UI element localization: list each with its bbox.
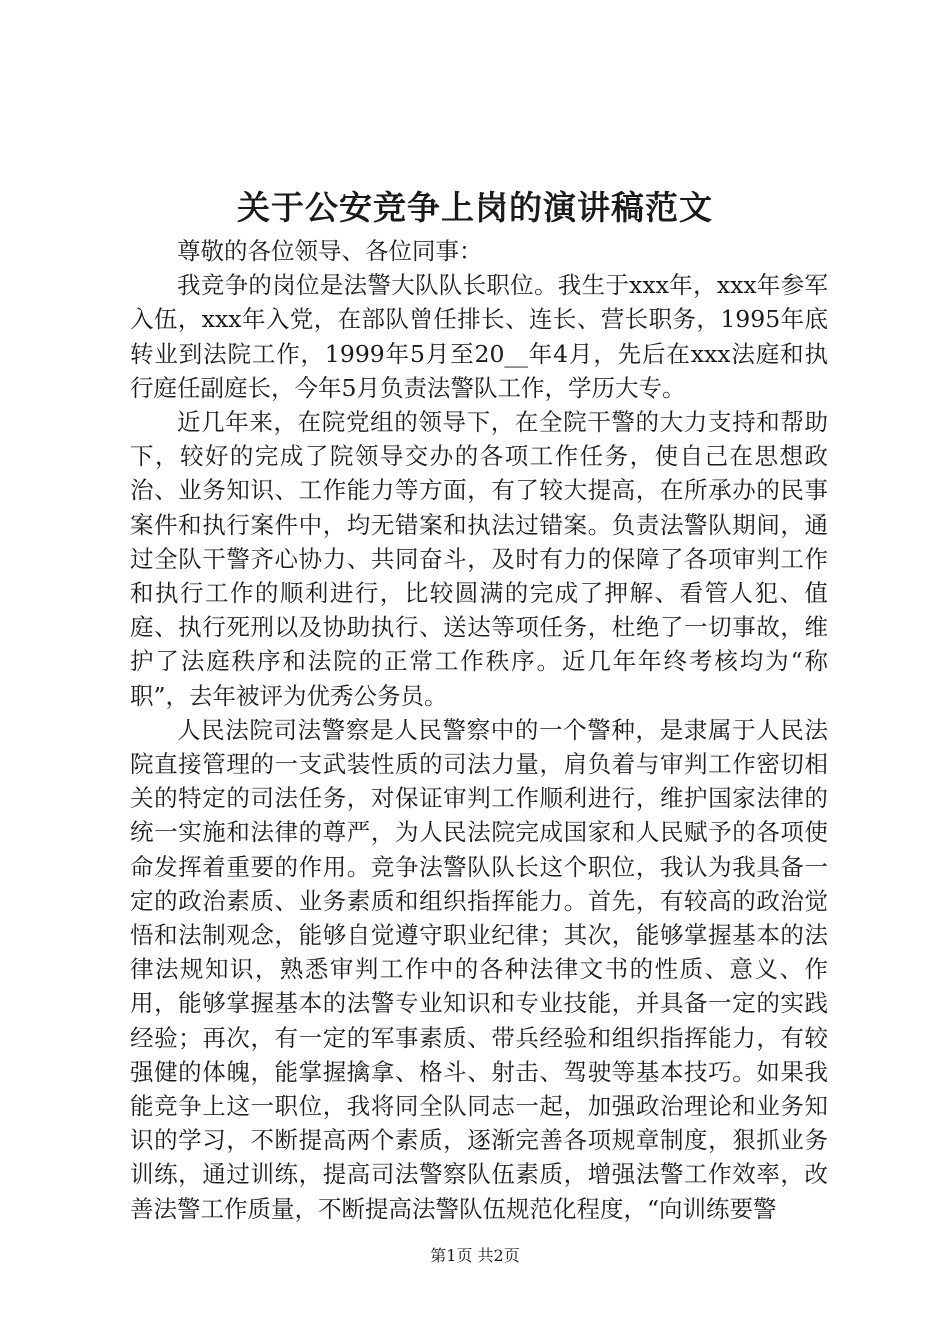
paragraph-background: 我竞争的岗位是法警大队队长职位。我生于xxx年，xxx年参军入伍，xxx年入党，在部队曾任排长、连长、营长职务，1995年底转业到法院工作，1999年5月至20__年4月，先后在xxx法庭和执行庭任副庭长，今年5月负责法警队工作，学历大专。 bbox=[130, 271, 828, 402]
salutation-paragraph: 尊敬的各位领导、各位同事： bbox=[177, 237, 483, 265]
document-title: 关于公安竞争上岗的演讲稿范文 bbox=[237, 188, 713, 227]
document-body bbox=[130, 234, 828, 1226]
page-number-footer: 第1页 共2页 bbox=[430, 1246, 520, 1265]
paragraph-qualifications: 人民法院司法警察是人民警察中的一个警种，是隶属于人民法院直接管理的一支武装性质的司法力量，肩负着与审判工作密切相关的特定的司法任务，对保证审判工作顺利进行，维护国家法律的统一实施和法律的尊严，为人民法院完成国家和人民赋予的各项使命发挥着重要的作用。竞争法警队队长这个职位，我认为我具备一定的政治素质、业务素质和组织指挥能力。首先，有较高的政治觉悟和法制观念，能够自觉遵守职业纪律；其次，能够掌握基本的法律法规知识，熟悉审判工作中的各种法律文书的性质、意义、作用，能够掌握基本的法警专业知识和专业技能，并具备一定的实践经验；再次，有一定的军事素质、带兵经验和组织指挥能力，有较强健的体魄，能掌握擒拿、格斗、射击、驾驶等基本技巧。如果我能竞争上这一职位，我将同全队同志一起，加强政治理论和业务知识的学习，不断提高两个素质，逐渐完善各项规章制度，狠抓业务训练，通过训练，提高司法警察队伍素质，增强法警工作效率，改善法警工作质量，不断提高法警队伍规范化程度，“向训练要警 bbox=[130, 715, 828, 1223]
paragraph-achievements: 近几年来，在院党组的领导下，在全院干警的大力支持和帮助下，较好的完成了院领导交办的各项工作任务，使自己在思想政治、业务知识、工作能力等方面，有了较大提高，在所承办的民事案件和执行案件中，均无错案和执法过错案。负责法警队期间，通过全队干警齐心协力、共同奋斗，及时有力的保障了各项审判工作和执行工作的顺利进行，比较圆满的完成了押解、看管人犯、值庭、执行死刑以及协助执行、送达等项任务，杜绝了一切事故，维护了法庭秩序和法院的正常工作秩序。近几年年终考核均为“称职”，去年被评为优秀公务员。 bbox=[130, 408, 828, 710]
